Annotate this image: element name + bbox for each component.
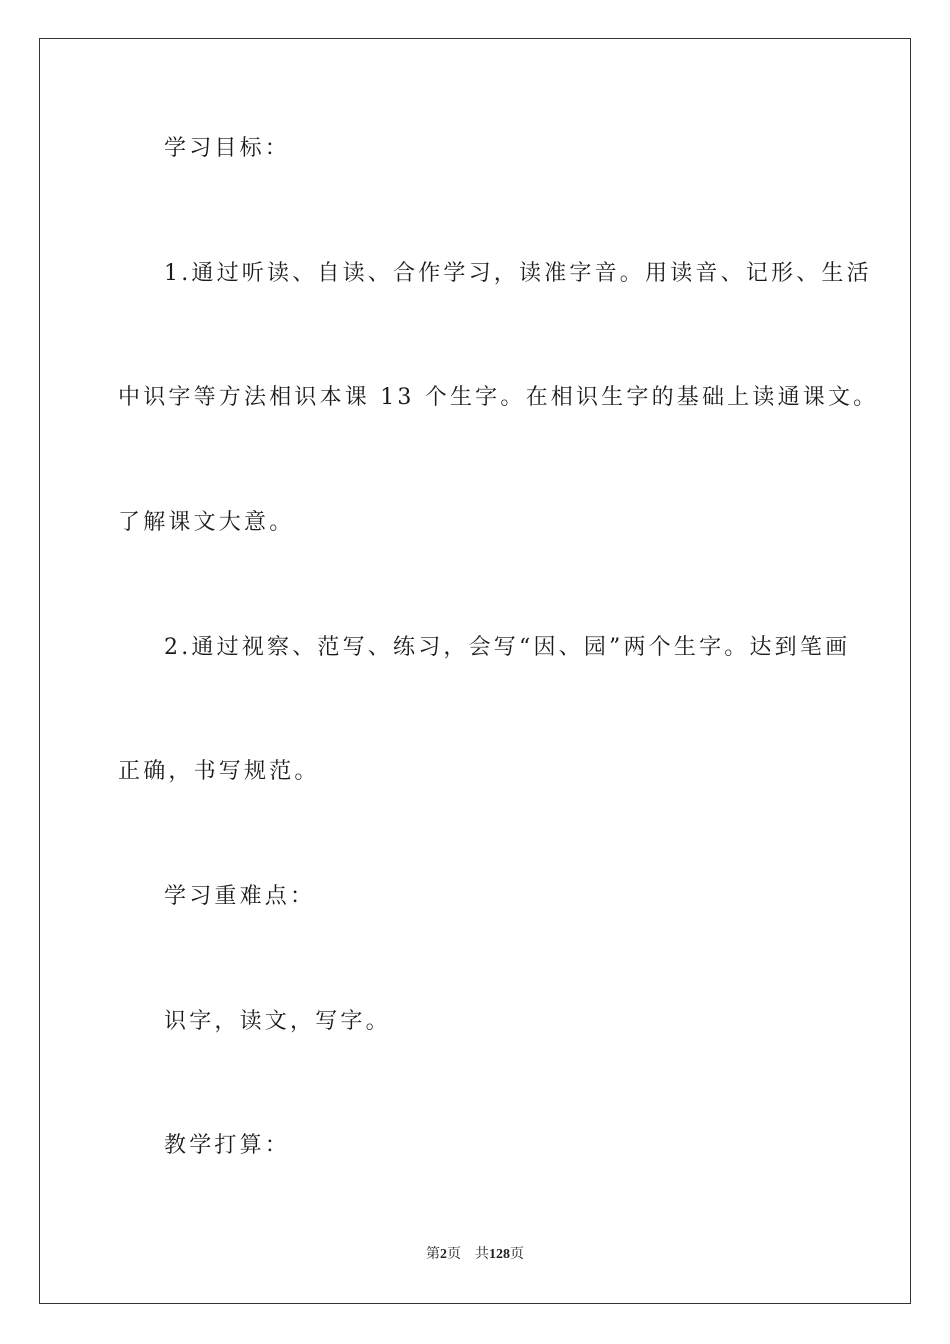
goal-1-line-1: 1.通过听读、自读、合作学习，读准字音。用读音、记形、生活 — [164, 261, 872, 286]
heading-teaching-plan: 教学打算： — [164, 1133, 291, 1158]
footer-total-suffix: 页 — [510, 1247, 524, 1262]
page-border — [39, 38, 911, 1304]
footer-page-prefix: 第 — [426, 1247, 440, 1262]
goal-1-line-2: 中识字等方法相识本课 13 个生字。在相识生字的基础上读通课文。 — [118, 385, 879, 410]
footer-total-number: 128 — [489, 1247, 510, 1262]
goal-2-line-1: 2.通过视察、范写、练习，会写“因、园”两个生字。达到笔画 — [164, 635, 851, 660]
footer-page-suffix: 页 — [447, 1247, 461, 1262]
footer-total-prefix: 共 — [475, 1247, 489, 1262]
page-footer — [0, 1245, 950, 1265]
heading-learning-goals: 学习目标： — [164, 136, 291, 161]
goal-2-line-2: 正确，书写规范。 — [118, 759, 320, 784]
key-difficulties-text: 识字，读文，写字。 — [164, 1009, 391, 1034]
footer-page-number: 2 — [440, 1247, 447, 1262]
heading-key-difficulties: 学习重难点： — [164, 884, 316, 909]
goal-1-line-3: 了解课文大意。 — [118, 510, 295, 535]
